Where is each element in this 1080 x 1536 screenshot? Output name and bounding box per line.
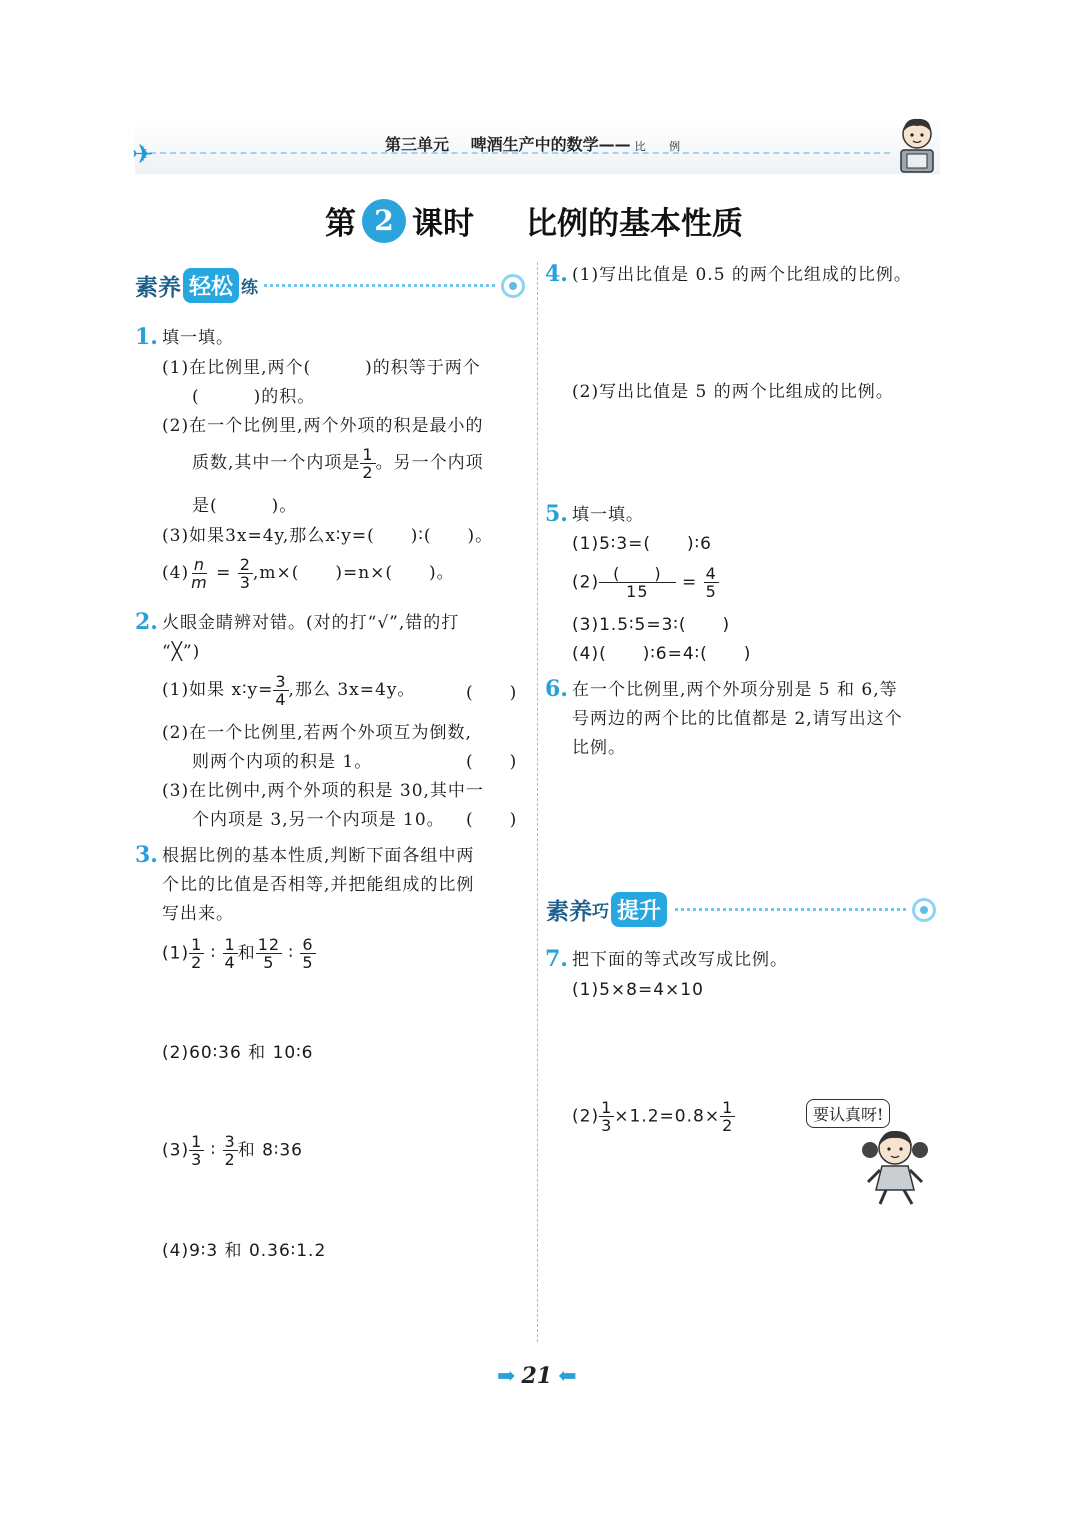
fraction-numerator: 3 — [224, 1132, 236, 1151]
text: 和 — [237, 943, 256, 964]
target-icon — [912, 898, 936, 922]
badge-char: 练 — [241, 278, 259, 298]
q7-part1: (1)5×8=4×10 — [572, 980, 704, 1000]
lesson-title — [325, 198, 743, 243]
fraction-numerator: n — [193, 555, 205, 574]
question-number: 4. — [545, 261, 568, 287]
fraction-denominator: 2 — [191, 953, 203, 972]
q1-part2-line3: 是( )。 — [192, 496, 298, 516]
answer-parentheses[interactable]: ( ) — [466, 683, 518, 703]
text: (1) — [162, 943, 190, 964]
fraction-numerator: 1 — [362, 445, 374, 464]
fraction-numerator: 1 — [601, 1098, 613, 1117]
badge-char: 素 — [546, 899, 569, 925]
q2-part1 — [162, 673, 415, 708]
text: 和 8∶36 — [237, 1140, 303, 1161]
question-stem-line2: “╳”) — [162, 642, 201, 662]
badge-char: 养 — [158, 275, 181, 301]
text: 质数,其中一个内项是 — [192, 453, 361, 473]
fraction-denominator: 4 — [224, 953, 236, 972]
fraction-denominator: 3 — [601, 1116, 613, 1135]
text: (3) — [162, 1140, 190, 1161]
fraction-denominator: 2 — [722, 1116, 734, 1135]
lesson-name: 比例的基本性质 — [526, 206, 743, 242]
q3-part1 — [162, 936, 316, 971]
text: ×1.2=0.8× — [614, 1106, 721, 1127]
question-stem: 把下面的等式改写成比例。 — [572, 950, 788, 970]
text: (1)如果 x∶y= — [162, 680, 274, 700]
fraction-denominator: 2 — [362, 463, 374, 482]
q5-part1: (1)5∶3=( )∶6 — [572, 534, 712, 554]
text: ,那么 3x=4y。 — [288, 680, 416, 700]
question-number: 1. — [135, 324, 158, 350]
q2-part3-line1: (3)在比例中,两个外项的积是 30,其中一 — [162, 781, 484, 801]
q6-line3: 比例。 — [572, 738, 626, 758]
fraction-denominator: 3 — [239, 573, 251, 592]
q1-part2-line1: (2)在一个比例里,两个外项的积是最小的 — [162, 416, 484, 436]
page-number-text: 21 — [521, 1363, 553, 1389]
question-stem-line3: 写出来。 — [162, 904, 234, 924]
question-number: 5. — [545, 501, 568, 527]
unit-label: 第三单元 — [385, 135, 450, 154]
question-stem-line2: 个比的比值是否相等,并把能组成的比例 — [162, 875, 475, 895]
q1-part4 — [162, 556, 455, 591]
fraction-numerator: 12 — [257, 935, 281, 954]
badge-char: 养 — [569, 899, 592, 925]
q3-part2: (2)60∶36 和 10∶6 — [162, 1043, 314, 1063]
text: ,m×( )=n×( )。 — [252, 563, 455, 583]
section-badge-skill-improve — [546, 892, 936, 927]
column-divider — [537, 262, 538, 1342]
q2-part3-line2: 个内项是 3,另一个内项是 10。 — [192, 810, 445, 830]
question-number: 2. — [135, 609, 158, 635]
speech-bubble: 要认真呀! — [806, 1099, 890, 1128]
question-stem: 填一填。 — [162, 328, 234, 348]
fraction-denominator: 2 — [224, 1150, 236, 1169]
text: ∶ — [210, 943, 217, 964]
airplane-icon: ✈ — [132, 140, 154, 170]
question-stem: 火眼金睛辨对错。(对的打“√”,错的打 — [162, 613, 460, 633]
q4-part2: (2)写出比值是 5 的两个比组成的比例。 — [572, 382, 894, 402]
q4-part1: (1)写出比值是 0.5 的两个比组成的比例。 — [572, 265, 912, 285]
arrow-left-icon: ⬅ — [558, 1363, 577, 1389]
boy-reading-icon — [893, 114, 941, 174]
badge-pill: 提升 — [611, 892, 667, 927]
q3-part3 — [162, 1133, 303, 1168]
fraction-numerator: 4 — [705, 564, 717, 583]
question-number: 7. — [545, 946, 568, 972]
arrow-right-icon: ➡ — [497, 1363, 516, 1389]
section-badge-easy-practice — [135, 268, 525, 303]
text: (4) — [162, 563, 190, 583]
unit-title: 啤酒生产中的数学—— — [470, 135, 631, 154]
q1-part1-line1: (1)在比例里,两个( )的积等于两个 — [162, 358, 481, 378]
lesson-suffix: 课时 — [412, 206, 474, 242]
q1-part2-line2 — [192, 446, 484, 481]
badge-char: 素 — [135, 275, 158, 301]
dotted-rule — [675, 908, 906, 911]
fraction-numerator: 1 — [191, 935, 203, 954]
fraction-numerator[interactable]: ( ) — [599, 565, 676, 583]
unit-subtitle: 比 例 — [634, 140, 691, 153]
dotted-rule — [264, 284, 495, 287]
question-number: 3. — [135, 842, 158, 868]
fraction-numerator: 1 — [224, 935, 236, 954]
fraction-numerator: 1 — [191, 1132, 203, 1151]
target-icon — [501, 274, 525, 298]
q6-line1: 在一个比例里,两个外项分别是 5 和 6,等 — [572, 680, 898, 700]
question-number: 6. — [545, 676, 568, 702]
text: (2) — [572, 1106, 600, 1127]
lesson-prefix: 第 — [325, 206, 356, 242]
badge-pill: 轻松 — [183, 268, 239, 303]
fraction-denominator: 15 — [626, 582, 649, 601]
lesson-number-badge: 2 — [362, 199, 406, 243]
text: = — [682, 572, 698, 593]
q2-part2-line1: (2)在一个比例里,若两个外项互为倒数, — [162, 723, 472, 743]
text: (2) — [572, 572, 600, 593]
fraction-denominator: 3 — [191, 1150, 203, 1169]
q1-part1-line2: ( )的积。 — [192, 387, 316, 407]
fraction-numerator: 2 — [239, 555, 251, 574]
badge-char: 巧 — [592, 902, 609, 922]
running-header — [385, 132, 690, 155]
answer-parentheses[interactable]: ( ) — [466, 752, 518, 772]
q1-part3: (3)如果3x=4y,那么x∶y=( )∶( )。 — [162, 526, 494, 546]
girl-character-icon — [850, 1120, 940, 1208]
fraction-numerator: 6 — [302, 935, 314, 954]
q7-part2 — [572, 1099, 735, 1134]
question-stem: 根据比例的基本性质,判断下面各组中两 — [162, 846, 475, 866]
q5-part4: (4)( )∶6=4∶( ) — [572, 644, 752, 664]
answer-parentheses[interactable]: ( ) — [466, 810, 518, 830]
fraction-denominator: 5 — [705, 582, 717, 601]
q5-part3: (3)1.5∶5=3∶( ) — [572, 615, 731, 635]
text: 。另一个内项 — [375, 453, 484, 473]
fraction-denominator: 4 — [275, 690, 287, 709]
fraction-numerator: 3 — [275, 672, 287, 691]
question-stem: 填一填。 — [572, 505, 644, 525]
q3-part4: (4)9∶3 和 0.36∶1.2 — [162, 1241, 327, 1261]
q2-part2-line2: 则两个内项的积是 1。 — [192, 752, 373, 772]
text: = — [216, 563, 232, 583]
fraction-denominator: 5 — [302, 953, 314, 972]
q6-line2: 号两边的两个比的比值都是 2,请写出这个 — [572, 709, 903, 729]
page-number — [497, 1363, 577, 1389]
q5-part2 — [572, 565, 719, 600]
fraction-denominator: m — [191, 573, 208, 592]
text: ∶ — [288, 943, 294, 964]
text: ∶ — [210, 1140, 217, 1161]
fraction-numerator: 1 — [722, 1098, 734, 1117]
fraction-denominator: 5 — [263, 953, 275, 972]
